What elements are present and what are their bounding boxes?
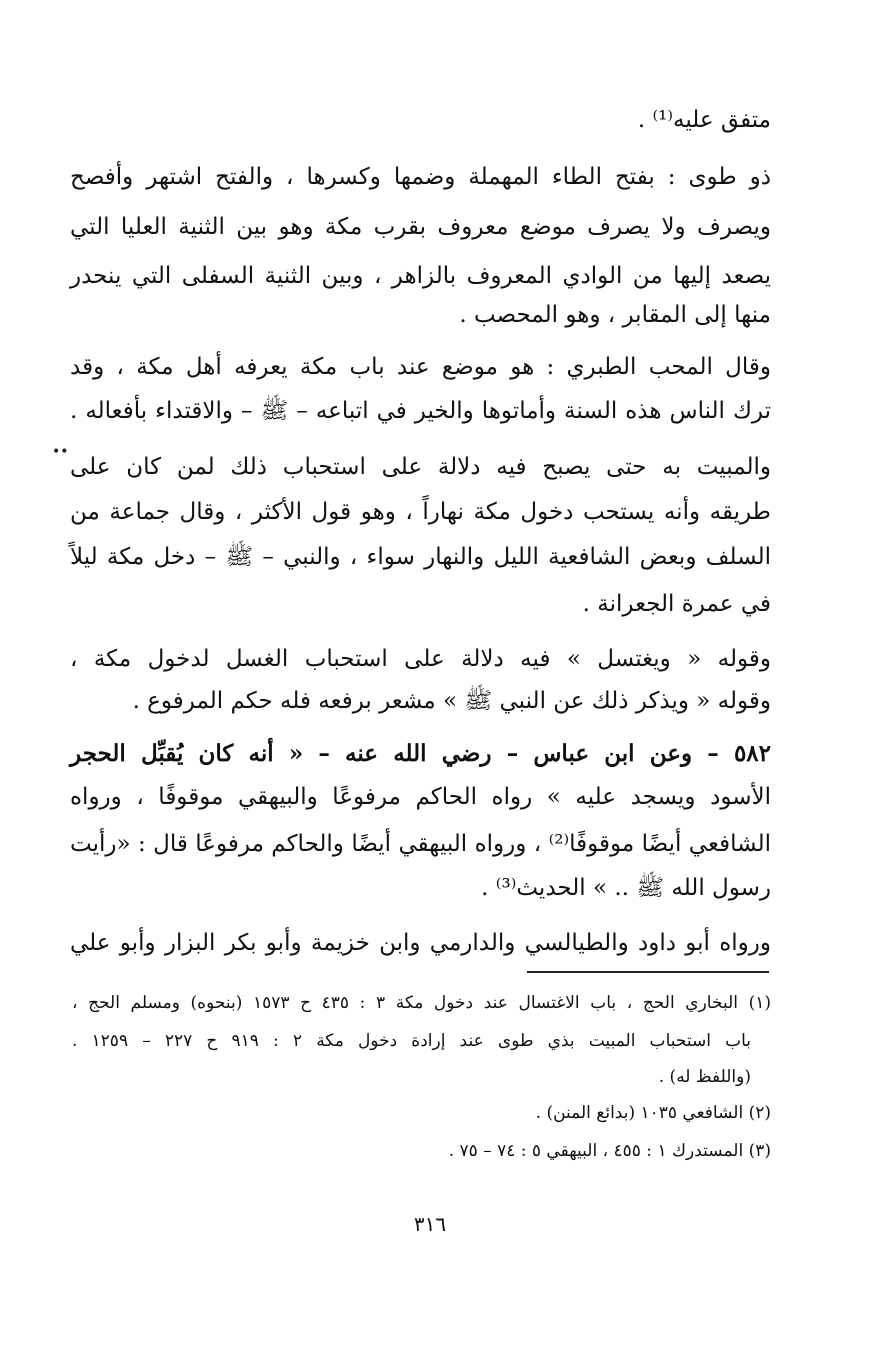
text-line: في عمرة الجعرانة . (582, 591, 771, 617)
footnote-line: (واللفظ له) . (658, 1067, 751, 1087)
page-number: ٣١٦ (413, 1212, 447, 1236)
text-line: الأسود ويسجد عليه » رواه الحاكم مرفوعًا والبيهقي موقوفًا ، ورواه (70, 784, 771, 810)
text-line: وقال المحب الطبري : هو موضع عند باب مكة يعرفه أهل مكة ، وقد (70, 354, 771, 380)
text-line: الشافعي أيضًا موقوفًا⁽²⁾ ، ورواه البيهقي أيضًا والحاكم مرفوعًا قال : «رأيت (70, 831, 771, 857)
footnote-separator (527, 971, 769, 973)
text-line: ورواه أبو داود والطيالسي والدارمي وابن خزيمة وأبو بكر البزار وأبو علي (70, 930, 771, 956)
text-line: ترك الناس هذه السنة وأماتوها والخير في اتباعه – ﷺ – والاقتداء بأفعاله . (70, 398, 771, 424)
text-line: وقوله « ويذكر ذلك عن النبي ﷺ » مشعر برفعه فله حكم المرفوع . (132, 688, 771, 714)
text-line: يصعد إليها من الوادي المعروف بالزاهر ، وبين الثنية السفلى التي ينحدر (70, 263, 771, 289)
text-line: رسول الله ﷺ .. » الحديث⁽³⁾ . (481, 875, 771, 901)
footnote-line: باب استحباب المبيت بذي طوى عند إرادة دخول مكة ٢ : ٩١٩ ح ٢٢٧ – ١٢٥٩ . (72, 1031, 751, 1051)
text-line: متفق عليه⁽¹⁾ . (637, 107, 771, 133)
text-line: طريقه وأنه يستحب دخول مكة نهاراً ، وهو قول الأكثر ، وقال جماعة من (70, 499, 771, 525)
text-line: ذو طوى : بفتح الطاء المهملة وضمها وكسرها ، والفتح اشتهر وأفصح (70, 164, 771, 190)
text-line: السلف وبعض الشافعية الليل والنهار سواء ، والنبي – ﷺ – دخل مكة ليلاً (70, 544, 771, 570)
footnote-line: (٣) المستدرك ١ : ٤٥٥ ، البيهقي ٥ : ٧٤ – ٧٥ . (448, 1141, 771, 1161)
text-line: وقوله « ويغتسل » فيه دلالة على استحباب الغسل لدخول مكة ، (70, 646, 771, 672)
hadith-line: ٥٨٢ – وعن ابن عباس – رضي الله عنه – « أنه كان يُقبِّل الحجر (70, 740, 771, 767)
text-line: منها إلى المقابر ، وهو المحصب . (459, 302, 771, 328)
footnote-line: (١) البخاري الحج ، باب الاغتسال عند دخول مكة ٣ : ٤٣٥ ح ١٥٧٣ (بنحوه) ومسلم الحج ، (72, 993, 771, 1013)
continuation-mark: •• (52, 444, 69, 460)
text-line: ويصرف ولا يصرف موضع معروف بقرب مكة وهو بين الثنية العليا التي (70, 214, 771, 240)
text-line: والمبيت به حتى يصبح فيه دلالة على استحباب ذلك لمن كان على (70, 454, 771, 480)
footnote-line: (٢) الشافعي ١٠٣٥ (بدائع المنن) . (535, 1103, 771, 1123)
